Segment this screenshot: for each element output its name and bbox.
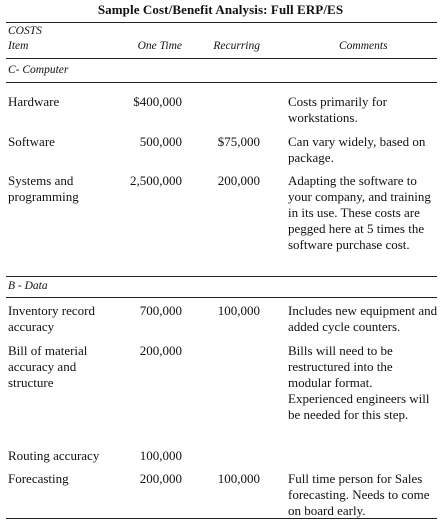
row-item: Systems and programming	[8, 173, 79, 204]
row-recurring: 100,000	[217, 303, 260, 318]
row-comment: Costs primarily for workstations.	[288, 94, 387, 125]
row-one-time: $400,000	[133, 94, 182, 109]
row-one-time: 100,000	[139, 448, 182, 463]
section-computer-rule	[6, 82, 437, 83]
row-one-time: 200,000	[139, 343, 182, 358]
row-item: Bill of material accuracy and structure	[8, 343, 88, 390]
row-one-time: 200,000	[139, 471, 182, 486]
section-data-rule	[6, 297, 437, 298]
top-rule	[6, 22, 437, 23]
row-one-time: 500,000	[139, 134, 182, 149]
bottom-rule	[6, 518, 437, 519]
row-comment: Includes new equipment and added cycle counters.	[288, 303, 438, 334]
section-computer-label: C- Computer	[8, 64, 69, 76]
section-data-top-rule	[6, 276, 437, 277]
row-comment: Adapting the software to your company, and training in its use. These costs are pegged here at 5 times the software purchase cost.	[288, 173, 431, 252]
header-rule	[6, 58, 437, 59]
header-item: Item	[8, 40, 29, 52]
row-one-time: 2,500,000	[130, 173, 182, 188]
row-item: Software	[8, 134, 55, 149]
section-data-label: B - Data	[8, 280, 48, 292]
header-comments: Comments	[339, 40, 388, 52]
row-comment: Full time person for Sales forecasting. Needs to come on board early.	[288, 471, 430, 518]
row-item: Hardware	[8, 94, 60, 109]
row-item: Inventory record accuracy	[8, 303, 95, 334]
header-costs: COSTS	[8, 25, 42, 37]
table-title: Sample Cost/Benefit Analysis: Full ERP/ES	[97, 2, 344, 17]
row-item: Routing accuracy	[8, 448, 100, 463]
row-item: Forecasting	[8, 471, 69, 486]
header-recurring: Recurring	[213, 40, 260, 52]
row-one-time: 700,000	[139, 303, 182, 318]
row-recurring: 200,000	[217, 173, 260, 188]
row-comment: Can vary widely, based on package.	[288, 134, 426, 165]
header-one-time: One Time	[137, 40, 182, 52]
row-comment: Bills will need to be restructured into the modular format. Experienced engineers will be needed for this step.	[288, 343, 430, 422]
row-recurring: $75,000	[217, 134, 260, 149]
row-recurring: 100,000	[217, 471, 260, 486]
